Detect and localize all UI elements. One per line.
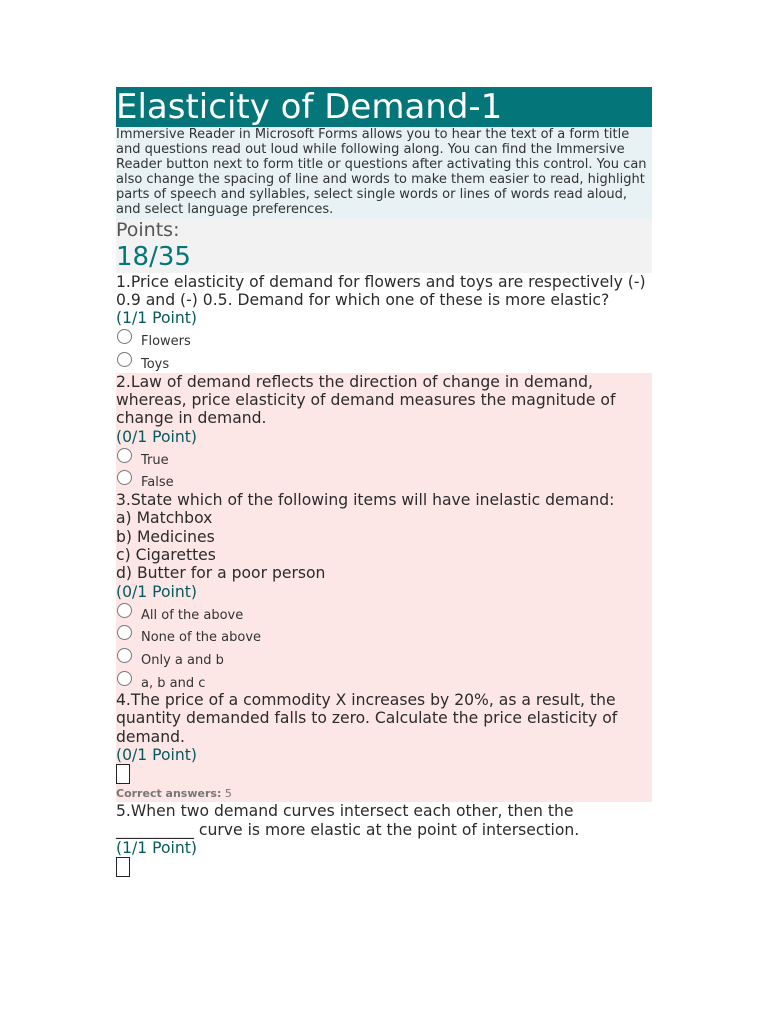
radio-button[interactable] (117, 329, 132, 344)
points-value: 18/35 (116, 241, 191, 272)
question-points: (1/1 Point) (116, 309, 197, 328)
form-description: Immersive Reader in Microsoft Forms allows you to hear the text of a form title and questions read out loud while following along. You can find the Immersive Reader button next to form title or questions after activating this control. You can also change the spacing of line and words to make them easier to read, highlight parts of speech and syllables, select single words or lines of words read aloud, and select language preferences. (116, 127, 652, 219)
radio-button[interactable] (117, 648, 132, 663)
question-points: (0/1 Point) (116, 427, 197, 446)
option-flowers[interactable] (116, 327, 652, 350)
question-text: 1.Price elasticity of demand for flowers and toys are respectively (-) 0.9 and (-) 0.5. Demand for which one of these is more elastic? (116, 272, 646, 309)
radio-button[interactable] (117, 625, 132, 640)
radio-button[interactable] (117, 352, 132, 367)
correct-answers (116, 784, 652, 802)
option-label: None of the above (141, 630, 262, 646)
question-text: 5.When two demand curves intersect each other, then the __________ curve is more elastic at the point of intersection. (116, 802, 580, 839)
answer-input[interactable] (116, 857, 130, 877)
correct-answers-value: 5 (224, 787, 232, 801)
radio-button[interactable] (117, 470, 132, 485)
option-label: a, b and c (141, 675, 206, 691)
correct-answers-label: Correct answers: (116, 787, 222, 801)
question-points: (0/1 Point) (116, 746, 197, 765)
points-label: Points: (116, 218, 180, 241)
option-a-b-and-c[interactable] (116, 669, 652, 692)
option-toys[interactable] (116, 350, 652, 373)
question-5 (116, 802, 652, 877)
option-label: True (141, 452, 169, 468)
score-panel (116, 219, 652, 273)
question-points: (0/1 Point) (116, 582, 197, 601)
option-false[interactable] (116, 468, 652, 491)
option-only-a-and-b[interactable] (116, 646, 652, 669)
option-label: Toys (141, 357, 170, 373)
question-text: 3.State which of the following items will have inelastic demand: a) Matchbox b) Medicines c) Cigarettes d) Butter for a poor person (116, 491, 615, 583)
option-label: Only a and b (141, 652, 224, 668)
question-4 (116, 691, 652, 802)
option-label: Flowers (141, 334, 191, 350)
radio-button[interactable] (117, 603, 132, 618)
question-text: 2.Law of demand reflects the direction of change in demand, whereas, price elasticity of demand measures the magnitude of change in demand. (116, 372, 616, 428)
option-true[interactable] (116, 446, 652, 469)
form-title: Elasticity of Demand-1 (116, 87, 652, 127)
option-all-of-the-above[interactable] (116, 601, 652, 624)
option-label: False (141, 475, 174, 491)
radio-button[interactable] (117, 671, 132, 686)
question-text: 4.The price of a commodity X increases by 20%, as a result, the quantity demanded falls to zero. Calculate the price elasticity of demand. (116, 691, 618, 746)
radio-button[interactable] (117, 448, 132, 463)
form-document (116, 87, 652, 877)
question-points: (1/1 Point) (116, 838, 197, 857)
question-1 (116, 273, 652, 373)
answer-input[interactable] (116, 764, 130, 784)
question-3 (116, 491, 652, 691)
option-none-of-the-above[interactable] (116, 623, 652, 646)
question-2 (116, 373, 652, 491)
option-label: All of the above (141, 607, 244, 623)
